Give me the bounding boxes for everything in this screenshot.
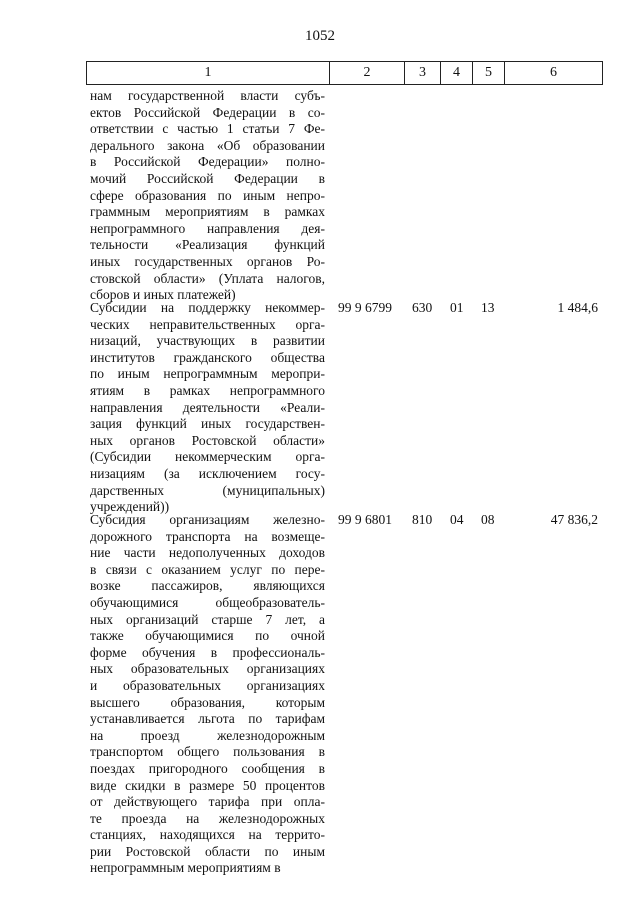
description-line: граммным мероприятиям в рамках (90, 204, 325, 220)
description-line: форме обучения в профессиональ- (90, 644, 325, 660)
description-line: мочий Российской Федерации в (90, 170, 325, 186)
description-line: высшего образования, которым (90, 694, 325, 710)
row-description (90, 300, 325, 516)
description-line: поездах пригородного сообщения в (90, 760, 325, 776)
column-header-4: 4 (441, 62, 473, 85)
description-line: институтов гражданского общества (90, 349, 325, 365)
description-line: и образовательных организациях (90, 677, 325, 693)
description-line: ответствии с частью 1 статьи 7 Фе- (90, 121, 325, 137)
description-line: транспортом общего пользования в (90, 744, 325, 760)
section-code: 04 (450, 512, 464, 527)
amount-value: 1 484,6 (557, 300, 598, 315)
description-line: нам государственной власти субъ- (90, 88, 325, 103)
description-line: от действующего тарифа при опла- (90, 794, 325, 810)
column-header-row (87, 62, 603, 85)
section-code: 01 (450, 300, 464, 315)
row-description (90, 88, 325, 304)
description-line: в Российской Федерации» полно- (90, 154, 325, 170)
description-line: непрограммного направления дея- (90, 220, 325, 236)
target-article-code: 99 9 6801 (338, 512, 392, 527)
description-line: дорожного транспорта на возмеще- (90, 528, 325, 544)
column-header-2: 2 (330, 62, 405, 85)
description-line: стовской области» (Уплата налогов, (90, 270, 325, 286)
description-line: также обучающимися по очной (90, 628, 325, 644)
description-line: станциях, находящихся на террито- (90, 827, 325, 843)
description-line: ние части недополученных доходов (90, 545, 325, 561)
description-line: низациям (за исключением госу- (90, 465, 325, 481)
amount-value: 47 836,2 (550, 512, 598, 527)
description-line: рии Ростовской области по иным (90, 843, 325, 859)
description-line: виде скидки в размере 50 процентов (90, 777, 325, 793)
description-line: Субсидия организациям железно- (90, 512, 325, 527)
page-number: 1052 (305, 28, 335, 44)
column-header-3: 3 (405, 62, 441, 85)
description-line: (Субсидии некоммерческим орга- (90, 449, 325, 465)
description-line: Субсидии на поддержку некоммер- (90, 300, 325, 315)
description-line: непрограммным мероприятиям в (90, 860, 281, 876)
description-line: возке пассажиров, являющихся (90, 578, 325, 594)
description-line: сборов и иных платежей) (90, 287, 236, 303)
description-line: по иным непрограммным меропри- (90, 366, 325, 382)
description-line: иных государственных органов Ро- (90, 253, 325, 269)
description-line: ных образовательных организациях (90, 661, 325, 677)
column-header-1: 1 (87, 62, 330, 85)
expense-type-code: 630 (412, 300, 433, 315)
row-description (90, 512, 325, 877)
column-header-table (86, 61, 603, 85)
target-article-code: 99 9 6799 (338, 300, 392, 315)
description-line: ятиям в рамках непрограммного (90, 382, 325, 398)
description-line: ектов Российской Федерации в со- (90, 104, 325, 120)
subsection-code: 08 (481, 512, 495, 527)
description-line: устанавливается льгота по тарифам (90, 711, 325, 727)
expense-type-code: 810 (412, 512, 433, 527)
description-line: ных органов Ростовской области» (90, 432, 325, 448)
description-line: ческих неправительственных орга- (90, 316, 325, 332)
description-line: зация функций иных государствен- (90, 416, 325, 432)
column-header-6: 6 (505, 62, 603, 85)
description-line: направления деятельности «Реали- (90, 399, 325, 415)
description-line: дерального закона «Об образовании (90, 137, 325, 153)
description-line: тельности «Реализация функций (90, 237, 325, 253)
description-line: учреждений)) (90, 499, 170, 515)
description-line: в связи с оказанием услуг по пере- (90, 561, 325, 577)
subsection-code: 13 (481, 300, 495, 315)
column-header-5: 5 (473, 62, 505, 85)
description-line: низаций, участвующих в развитии (90, 333, 325, 349)
description-line: на проезд железнодорожным (90, 727, 325, 743)
description-line: те проезда на железнодорожных (90, 810, 325, 826)
description-line: обучающимися общеобразователь- (90, 594, 325, 610)
description-line: сфере образования по иным непро- (90, 187, 325, 203)
description-line: ных организаций старше 7 лет, а (90, 611, 325, 627)
description-line: дарственных (муниципальных) (90, 482, 325, 498)
